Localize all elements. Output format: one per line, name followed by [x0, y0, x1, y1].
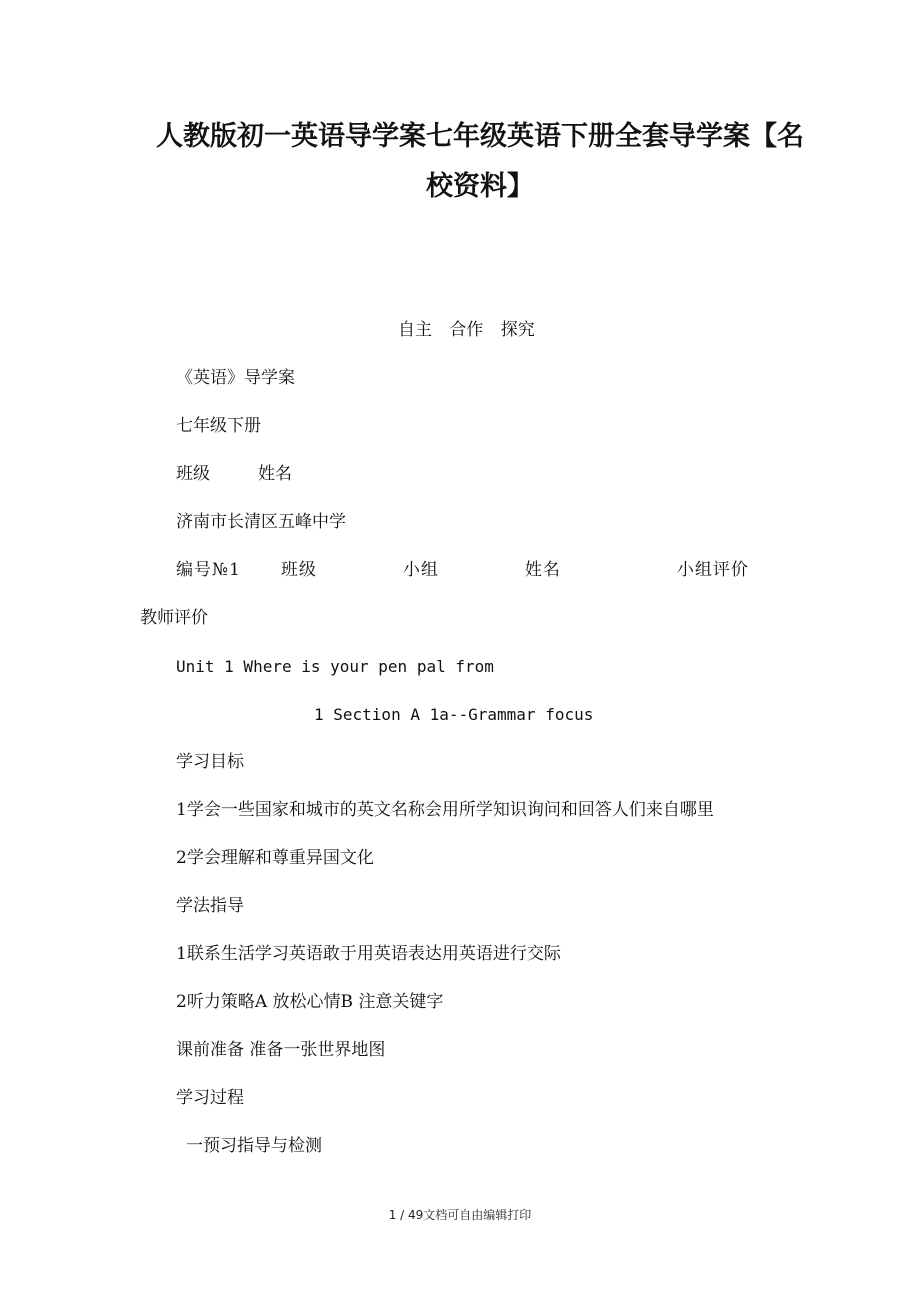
record-line [176, 558, 749, 582]
motto: 自主 合作 探究 [398, 320, 535, 340]
name-label: 姓名 [258, 464, 292, 484]
method-heading: 学法指导 [176, 896, 244, 916]
teacher-eval-line: 教师评价 [140, 608, 208, 628]
process-heading: 学习过程 [176, 1088, 244, 1108]
record-name: 姓名 [524, 560, 561, 580]
unit-heading: Unit 1 Where is your pen pal from [176, 657, 494, 676]
method-item-2: 2听力策略A 放松心情B 注意关键字 [176, 992, 444, 1012]
section-heading: 1 Section A 1a--Grammar focus [314, 705, 594, 724]
goal-item-2: 2学会理解和尊重异国文化 [176, 848, 374, 868]
class-name-line [176, 462, 292, 486]
page-footer: 1 / 49文档可自由编辑打印 [388, 1208, 532, 1222]
class-label: 班级 [176, 464, 210, 484]
process-item-1: 一预习指导与检测 [186, 1136, 322, 1156]
prep-line: 课前准备 准备一张世界地图 [176, 1040, 386, 1060]
goal-item-1: 1学会一些国家和城市的英文名称会用所学知识询问和回答人们来自哪里 [176, 800, 714, 820]
subject-line: 《英语》导学案 [176, 368, 295, 388]
goals-heading: 学习目标 [176, 752, 244, 772]
grade-line: 七年级下册 [176, 416, 261, 436]
record-class: 班级 [280, 560, 317, 580]
document-title: 人教版初一英语导学案七年级英语下册全套导学案【名校资料】 [156, 121, 804, 202]
record-number: 编号№1 [176, 560, 241, 580]
method-item-1: 1联系生活学习英语敢于用英语表达用英语进行交际 [176, 944, 561, 964]
record-group-eval: 小组评价 [676, 560, 749, 580]
record-group: 小组 [402, 560, 439, 580]
school-line: 济南市长清区五峰中学 [176, 512, 346, 532]
